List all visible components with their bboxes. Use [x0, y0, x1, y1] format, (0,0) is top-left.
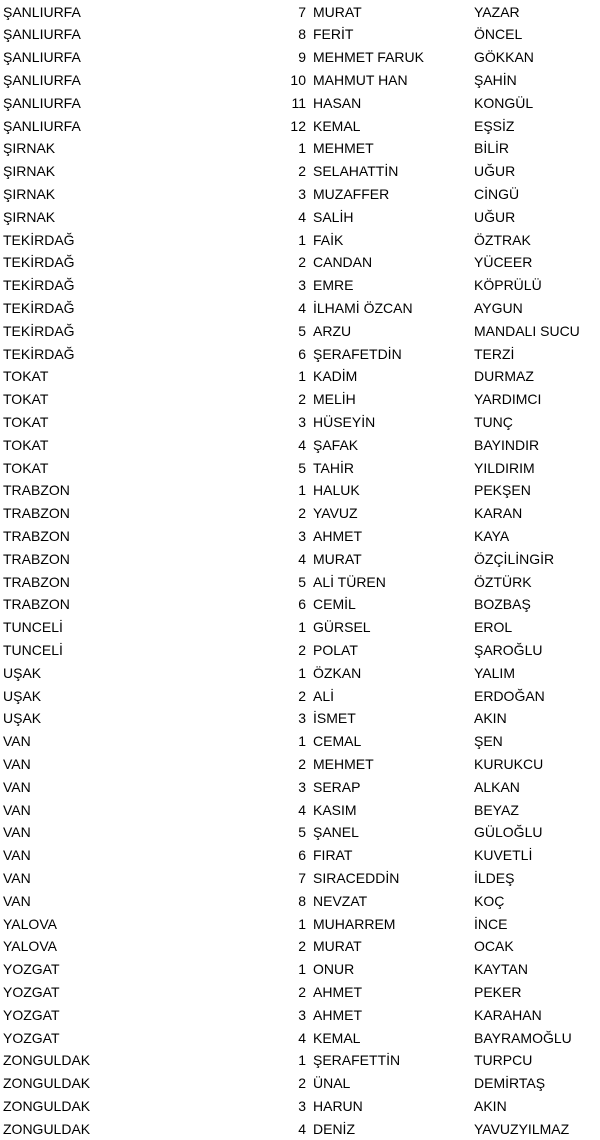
last-name-cell: AKIN: [474, 1097, 507, 1114]
province-cell: TRABZON: [3, 505, 70, 522]
rank-cell: 12: [290, 117, 306, 134]
province-cell: UŞAK: [3, 664, 42, 681]
rank-cell: 2: [298, 687, 306, 704]
last-name-cell: OCAK: [474, 938, 514, 955]
last-name-cell: PEKŞEN: [474, 482, 531, 499]
table-row: [0, 137, 600, 160]
province-cell: TEKİRDAĞ: [3, 254, 75, 271]
table-row: [0, 1095, 600, 1118]
last-name-cell: TERZİ: [474, 345, 515, 362]
province-cell: TRABZON: [3, 573, 70, 590]
province-cell: VAN: [3, 847, 31, 864]
first-name-cell: MEHMET FARUK: [313, 49, 424, 66]
last-name-cell: GÖKKAN: [474, 49, 534, 66]
rank-cell: 2: [298, 755, 306, 772]
table-row: [0, 365, 600, 388]
province-cell: ŞANLIURFA: [3, 117, 81, 134]
last-name-cell: AKIN: [474, 710, 507, 727]
last-name-cell: KAYA: [474, 527, 510, 544]
first-name-cell: HALUK: [313, 482, 360, 499]
rank-cell: 5: [298, 573, 306, 590]
rank-cell: 3: [298, 1006, 306, 1023]
first-name-cell: ŞERAFETTİN: [313, 1052, 401, 1069]
rank-cell: 3: [298, 527, 306, 544]
last-name-cell: BOZBAŞ: [474, 596, 531, 613]
last-name-cell: DEMİRTAŞ: [474, 1075, 546, 1092]
last-name-cell: YARDIMCI: [474, 391, 542, 408]
last-name-cell: ÖZÇİLİNGİR: [474, 550, 555, 567]
last-name-cell: TUNÇ: [474, 413, 513, 430]
last-name-cell: KOÇ: [474, 892, 505, 909]
table-row: [0, 707, 600, 730]
last-name-cell: ÖZTRAK: [474, 231, 531, 248]
first-name-cell: FIRAT: [313, 847, 353, 864]
last-name-cell: BEYAZ: [474, 801, 519, 818]
rank-cell: 2: [298, 391, 306, 408]
first-name-cell: SELAHATTİN: [313, 163, 399, 180]
province-cell: YOZGAT: [3, 1006, 60, 1023]
rank-cell: 8: [298, 26, 306, 43]
first-name-cell: SIRACEDDİN: [313, 869, 400, 886]
table-row: [0, 844, 600, 867]
table-row: [0, 1, 600, 24]
rank-cell: 3: [298, 185, 306, 202]
first-name-cell: CEMİL: [313, 596, 356, 613]
province-cell: YOZGAT: [3, 983, 60, 1000]
rank-cell: 3: [298, 778, 306, 795]
province-cell: TEKİRDAĞ: [3, 277, 75, 294]
first-name-cell: CEMAL: [313, 733, 362, 750]
table-row: [0, 411, 600, 434]
last-name-cell: ALKAN: [474, 778, 520, 795]
table-row: [0, 593, 600, 616]
first-name-cell: AHMET: [313, 983, 362, 1000]
rank-cell: 5: [298, 322, 306, 339]
province-cell: ŞIRNAK: [3, 140, 56, 157]
rank-cell: 2: [298, 983, 306, 1000]
last-name-cell: DURMAZ: [474, 368, 534, 385]
province-cell: VAN: [3, 824, 31, 841]
last-name-cell: ERDOĞAN: [474, 687, 545, 704]
first-name-cell: MURAT: [313, 938, 362, 955]
first-name-cell: MUHARREM: [313, 915, 396, 932]
rank-cell: 7: [298, 3, 306, 20]
province-cell: VAN: [3, 778, 31, 795]
province-cell: ZONGULDAK: [3, 1120, 91, 1137]
rank-cell: 6: [298, 847, 306, 864]
table-row: [0, 1049, 600, 1072]
province-cell: TUNCELİ: [3, 641, 63, 658]
province-cell: TOKAT: [3, 391, 49, 408]
rank-cell: 2: [298, 641, 306, 658]
first-name-cell: SERAP: [313, 778, 361, 795]
rank-cell: 1: [298, 961, 306, 978]
table-row: [0, 479, 600, 502]
table-row: [0, 229, 600, 252]
province-cell: ŞANLIURFA: [3, 71, 81, 88]
table-row: [0, 525, 600, 548]
first-name-cell: HÜSEYİN: [313, 413, 376, 430]
rank-cell: 4: [298, 436, 306, 453]
first-name-cell: AHMET: [313, 527, 362, 544]
first-name-cell: ÜNAL: [313, 1075, 351, 1092]
last-name-cell: İNCE: [474, 915, 508, 932]
first-name-cell: YAVUZ: [313, 505, 358, 522]
last-name-cell: ŞAHİN: [474, 71, 517, 88]
rank-cell: 4: [298, 1120, 306, 1137]
first-name-cell: FAİK: [313, 231, 344, 248]
rank-cell: 8: [298, 892, 306, 909]
rank-cell: 4: [298, 208, 306, 225]
rank-cell: 1: [298, 733, 306, 750]
table-row: [0, 616, 600, 639]
last-name-cell: PEKER: [474, 983, 522, 1000]
table-row: [0, 799, 600, 822]
province-cell: YOZGAT: [3, 1029, 60, 1046]
first-name-cell: ONUR: [313, 961, 355, 978]
province-cell: TOKAT: [3, 459, 49, 476]
first-name-cell: EMRE: [313, 277, 354, 294]
province-cell: VAN: [3, 892, 31, 909]
first-name-cell: KADİM: [313, 368, 358, 385]
rank-cell: 1: [298, 482, 306, 499]
table-row: [0, 434, 600, 457]
first-name-cell: MURAT: [313, 3, 362, 20]
rank-cell: 2: [298, 1075, 306, 1092]
table-row: [0, 1027, 600, 1050]
last-name-cell: YAVUZYILMAZ: [474, 1120, 570, 1137]
province-cell: ŞIRNAK: [3, 185, 56, 202]
first-name-cell: ÖZKAN: [313, 664, 362, 681]
table-row: [0, 160, 600, 183]
table-row: [0, 867, 600, 890]
province-cell: TOKAT: [3, 436, 49, 453]
rank-cell: 7: [298, 869, 306, 886]
last-name-cell: BİLİR: [474, 140, 510, 157]
first-name-cell: CANDAN: [313, 254, 373, 271]
last-name-cell: MANDALI SUCU: [474, 322, 580, 339]
last-name-cell: ŞEN: [474, 733, 503, 750]
province-cell: TEKİRDAĞ: [3, 299, 75, 316]
province-cell: TRABZON: [3, 596, 70, 613]
table-row: [0, 890, 600, 913]
last-name-cell: KUVETLİ: [474, 847, 533, 864]
rank-cell: 1: [298, 619, 306, 636]
table-row: [0, 753, 600, 776]
first-name-cell: MELİH: [313, 391, 356, 408]
province-cell: ŞANLIURFA: [3, 26, 81, 43]
last-name-cell: AYGUN: [474, 299, 523, 316]
table-row: [0, 457, 600, 480]
table-row: [0, 685, 600, 708]
first-name-cell: SALİH: [313, 208, 354, 225]
last-name-cell: UĞUR: [474, 208, 516, 225]
first-name-cell: HARUN: [313, 1097, 363, 1114]
table-row: [0, 320, 600, 343]
rank-cell: 1: [298, 664, 306, 681]
province-cell: YALOVA: [3, 915, 57, 932]
last-name-cell: KARAN: [474, 505, 523, 522]
table-row: [0, 23, 600, 46]
rank-cell: 3: [298, 413, 306, 430]
rank-cell: 9: [298, 49, 306, 66]
province-cell: ZONGULDAK: [3, 1075, 91, 1092]
rank-cell: 3: [298, 277, 306, 294]
first-name-cell: AHMET: [313, 1006, 362, 1023]
table-row: [0, 571, 600, 594]
table-row: [0, 251, 600, 274]
rank-cell: 5: [298, 459, 306, 476]
last-name-cell: UĞUR: [474, 163, 516, 180]
first-name-cell: İSMET: [313, 710, 356, 727]
province-cell: TOKAT: [3, 413, 49, 430]
province-cell: ŞIRNAK: [3, 163, 56, 180]
last-name-cell: ÖZTÜRK: [474, 573, 532, 590]
last-name-cell: YÜCEER: [474, 254, 533, 271]
table-row: [0, 913, 600, 936]
table-row: [0, 821, 600, 844]
first-name-cell: POLAT: [313, 641, 358, 658]
province-cell: TRABZON: [3, 527, 70, 544]
province-cell: ŞANLIURFA: [3, 3, 81, 20]
table-row: [0, 92, 600, 115]
table-row: [0, 935, 600, 958]
table-row: [0, 388, 600, 411]
rank-cell: 4: [298, 550, 306, 567]
table-row: [0, 1072, 600, 1095]
rank-cell: 1: [298, 231, 306, 248]
province-cell: ZONGULDAK: [3, 1097, 91, 1114]
last-name-cell: ÖNCEL: [474, 26, 523, 43]
first-name-cell: KEMAL: [313, 1029, 361, 1046]
last-name-cell: KARAHAN: [474, 1006, 542, 1023]
first-name-cell: ARZU: [313, 322, 352, 339]
rank-cell: 4: [298, 801, 306, 818]
first-name-cell: HASAN: [313, 94, 362, 111]
rank-cell: 1: [298, 915, 306, 932]
table-row: [0, 46, 600, 69]
rank-cell: 5: [298, 824, 306, 841]
table-row: [0, 730, 600, 753]
table-row: [0, 639, 600, 662]
province-cell: VAN: [3, 733, 31, 750]
last-name-cell: YILDIRIM: [474, 459, 535, 476]
province-cell: ŞIRNAK: [3, 208, 56, 225]
table-row: [0, 1004, 600, 1027]
table-row: [0, 958, 600, 981]
last-name-cell: BAYRAMOĞLU: [474, 1029, 572, 1046]
province-cell: TEKİRDAĞ: [3, 322, 75, 339]
first-name-cell: MAHMUT HAN: [313, 71, 408, 88]
province-cell: YOZGAT: [3, 961, 60, 978]
last-name-cell: KURUKCU: [474, 755, 544, 772]
province-cell: UŞAK: [3, 687, 42, 704]
table-row: [0, 981, 600, 1004]
first-name-cell: FERİT: [313, 26, 354, 43]
province-cell: VAN: [3, 869, 31, 886]
last-name-cell: YAZAR: [474, 3, 520, 20]
table-row: [0, 274, 600, 297]
first-name-cell: İLHAMİ ÖZCAN: [313, 299, 413, 316]
rank-cell: 2: [298, 938, 306, 955]
last-name-cell: KÖPRÜLÜ: [474, 277, 542, 294]
province-cell: TEKİRDAĞ: [3, 231, 75, 248]
province-cell: YALOVA: [3, 938, 57, 955]
last-name-cell: EROL: [474, 619, 513, 636]
table-row: [0, 183, 600, 206]
last-name-cell: İLDEŞ: [474, 869, 515, 886]
rank-cell: 6: [298, 345, 306, 362]
table-row: [0, 502, 600, 525]
last-name-cell: EŞSİZ: [474, 117, 515, 134]
table-row: [0, 343, 600, 366]
last-name-cell: YALIM: [474, 664, 515, 681]
table-row: [0, 776, 600, 799]
first-name-cell: TAHİR: [313, 459, 354, 476]
rank-cell: 2: [298, 163, 306, 180]
last-name-cell: TURPCU: [474, 1052, 533, 1069]
province-cell: TOKAT: [3, 368, 49, 385]
table-row: [0, 206, 600, 229]
last-name-cell: CİNGÜ: [474, 185, 520, 202]
last-name-cell: ŞAROĞLU: [474, 641, 543, 658]
first-name-cell: ALİ TÜREN: [313, 573, 386, 590]
rank-cell: 1: [298, 1052, 306, 1069]
province-cell: ŞANLIURFA: [3, 94, 81, 111]
last-name-cell: KAYTAN: [474, 961, 528, 978]
rank-cell: 2: [298, 254, 306, 271]
first-name-cell: ŞAFAK: [313, 436, 359, 453]
rank-cell: 3: [298, 710, 306, 727]
rank-cell: 4: [298, 299, 306, 316]
table-row: [0, 69, 600, 92]
first-name-cell: ŞANEL: [313, 824, 359, 841]
first-name-cell: ŞERAFETDİN: [313, 345, 402, 362]
first-name-cell: DENİZ: [313, 1120, 355, 1137]
rank-cell: 6: [298, 596, 306, 613]
first-name-cell: MURAT: [313, 550, 362, 567]
first-name-cell: KASIM: [313, 801, 357, 818]
first-name-cell: ALİ: [313, 687, 335, 704]
last-name-cell: GÜLOĞLU: [474, 824, 543, 841]
last-name-cell: KONGÜL: [474, 94, 534, 111]
first-name-cell: MEHMET: [313, 140, 374, 157]
rank-cell: 1: [298, 140, 306, 157]
rank-cell: 4: [298, 1029, 306, 1046]
first-name-cell: MUZAFFER: [313, 185, 390, 202]
rank-cell: 10: [290, 71, 306, 88]
province-cell: ZONGULDAK: [3, 1052, 91, 1069]
province-cell: TUNCELİ: [3, 619, 63, 636]
first-name-cell: MEHMET: [313, 755, 374, 772]
province-cell: VAN: [3, 801, 31, 818]
province-cell: TRABZON: [3, 482, 70, 499]
rank-cell: 3: [298, 1097, 306, 1114]
table-row: [0, 662, 600, 685]
province-cell: TRABZON: [3, 550, 70, 567]
rank-cell: 11: [291, 94, 306, 111]
table-row: [0, 115, 600, 138]
table-row: [0, 548, 600, 571]
province-cell: VAN: [3, 755, 31, 772]
province-cell: UŞAK: [3, 710, 42, 727]
table-row: [0, 297, 600, 320]
first-name-cell: KEMAL: [313, 117, 361, 134]
first-name-cell: GÜRSEL: [313, 619, 371, 636]
rank-cell: 1: [298, 368, 306, 385]
province-cell: ŞANLIURFA: [3, 49, 81, 66]
last-name-cell: BAYINDIR: [474, 436, 540, 453]
province-cell: TEKİRDAĞ: [3, 345, 75, 362]
rank-cell: 2: [298, 505, 306, 522]
first-name-cell: NEVZAT: [313, 892, 368, 909]
